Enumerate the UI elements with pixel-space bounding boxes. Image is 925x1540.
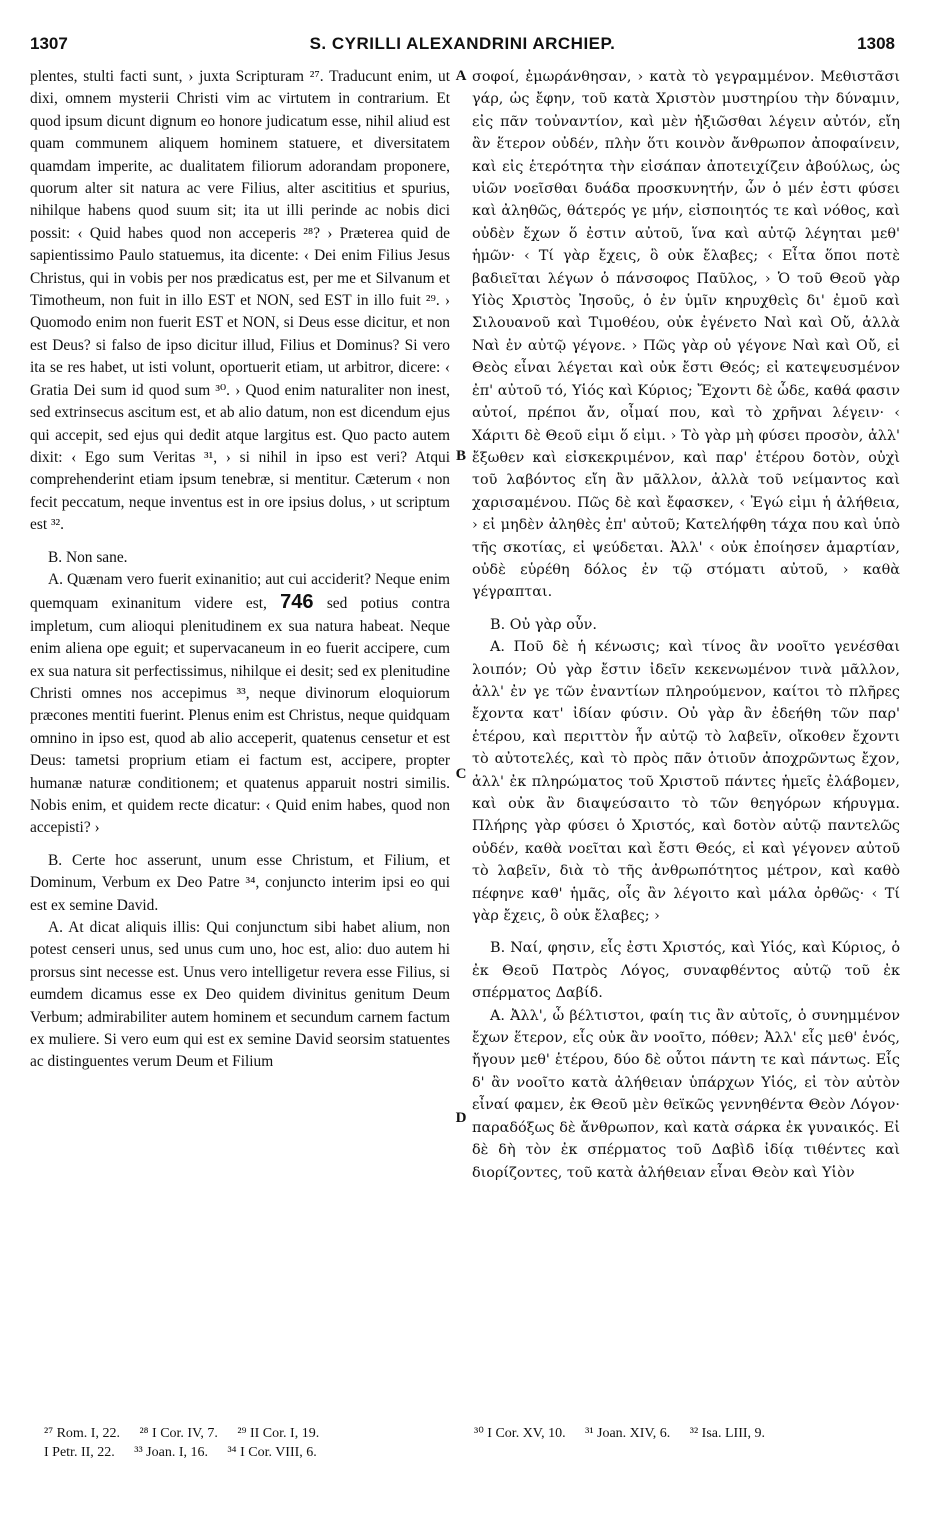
- greek-paragraph: Β. Οὐ γὰρ οὖν.: [490, 616, 597, 633]
- section-marker-d: D: [455, 1110, 467, 1126]
- latin-paragraph: plentes, stulti facti sunt, › juxta Scripturam ²⁷. Traducunt enim, ut dixi, omnem mysterii Christi vim ac virtutem in contrarium. Et quod ipsum dicunt dignum eo honore judicatum esse, nihil aliud est quam communem aliquem hominem statuere, et diversitatem quamdam imperite, ac dualitatem filiorum adorandam proponere, quorum alter sit natura ac vere Filius, alter ascititius et spurius, nihilque habens quod suum sit; ita ut illi perinde ac nobis dici possit: ‹ Quid habes quod non acceperis ²⁸? › Præterea quid de sapientissimo Paulo statuemus, ita dicente: ‹ Dei enim Filius Jesus Christus, qui in vobis per nos prædicatus est, per me et Silvanum et Timotheum, non fuit in illo EST et NON, sed EST in illo fuit ²⁹. › Quomodo enim non fuerit EST et NON, si Deus esse dicitur, et non est Deus? si falso de ipso dicitur illud, Filius et Dominus? Si vero ita se res habet, ut isti volunt, oportuerit etiam, ut arbitror, dicere: ‹ Gratia Dei sum id quod sum ³⁰. › Quod enim naturaliter non inest, sed extrinsecus ascitum est, et ab alio datum, non est dicendum ejus qui accepit, sed ejus qui dedit atque largitus est. Quo pacto autem dixit: ‹ Ego sum Veritas ³¹, › si nihil in ipso est veri? Atqui comprehenderint etiam ipsum tenebræ, si mentitur. Cæterum ‹ non fecit peccatum, neque inventus est in ore ipsius dolus, › ut scriptum est ³².: [30, 68, 450, 534]
- footnote: ²⁸ I Cor. IV, 7.: [139, 1426, 218, 1441]
- footnotes-left: [44, 1424, 454, 1462]
- footnote: ³³ Joan. I, 16.: [134, 1445, 208, 1460]
- latin-column: [30, 66, 450, 1074]
- latin-text: sed potius contra impletum, cum alioqui plenitudinem ex sua natura habeat. Neque enim aliena ope eguit; et supervacaneum in eo fuerit accipere, cum ex sua natura sit perfectissimus, nihilque ei desit; sed ex plenitudine Christi omnes nos accepimus ³³, neque divinorum eloquiorum præcones mentiti fuerint. Plenus enim est Christus, neque quidquam omnino in ipso est, quod ab alio acceperit, quatenus censetur et est Deus: tametsi proprium etiam ei factum est, accipere, propter humanæ naturæ conditionem; et quatenus apparuit nostri similis. Nobis enim, et quidem recte dicatur: ‹ Quid enim habes, quod non accepisti? ›: [30, 595, 450, 837]
- footnote-line: [44, 1443, 454, 1462]
- greek-paragraph: Α. Ἀλλ', ὦ βέλτιστοι, φαίη τις ἂν αὐτοῖς, ὁ συνημμένον ἔχων ἕτερον, εἷς οὐκ ἂν νοοῖτο, πόθεν; Ἀλλ' εἷς μεθ' ἑνός, ἤγουν μεθ' ἑτέρου, δύο δὲ οὗτοι πάντη τε καὶ πάντως. Εἷς δ' ἂν νοοῖτο κατὰ ἀλήθειαν ὑπάρχων Υἱός, εἰ τὸν αὐτὸν εἶναί φαμεν, ἐκ Θεοῦ μὲν θεϊκῶς γεννηθέντα Θεὸν Λόγον· παραδόξως δὲ ἄνθρωπον, καὶ κατὰ σάρκα ἐκ γυναικός. Εἰ δὲ δὴ τὸν ἐκ σπέρματος τοῦ Δαβὶδ ἰδίᾳ τιθέντες καὶ διορίζοντες, τοῦ κατὰ ἀλήθειαν εἶναι Θεὸν καὶ Υἱὸν: [472, 1007, 900, 1181]
- latin-paragraph: A. At dicat aliquis illis: Qui conjunctum sibi habet alium, non potest censeri unus, sed unus cum uno, hoc est, alio: duo autem hi prorsus sint necesse est. Unus vero intelligetur revera esse Filius, si eumdem dicamus esse ex Deo quidem divinitus genitum Deum Verbum; admirabiliter autem hominem et secundum carnem factum ex muliere. Si vero eum qui est ex semine David seorsim statuentes ac distinguentes verum Deum et Filium: [30, 919, 450, 1071]
- footnote: I Petr. II, 22.: [44, 1445, 115, 1460]
- footnote: ³⁰ I Cor. XV, 10.: [474, 1426, 566, 1441]
- greek-paragraph: Α. Ποῦ δὲ ἡ κένωσις; καὶ τίνος ἂν νοοῖτο γενέσθαι λοιπόν; Οὐ γὰρ ἔστιν ἰδεῖν κεκενωμένον τινὰ μᾶλλον, ἀλλ' ἐν γε τῶν ἐναντίων πληρούμενον, καίτοι τὸ πλῆρες ἔχοντα κατ' ἰδίαν φύσιν. Οὐ γὰρ ἂν ἐδεήθη τῶν παρ' ἑτέρου, καὶ περιττὸν ἦν αὐτῷ τὸ λαβεῖν, οἴκοθεν ἔχοντι τὸ αὐτοτελές, καὶ τὸ πρὸς πᾶν ὁτιοῦν ἀποχρῶντως ἔχον, ἀλλ' ἐκ πληρώματος τοῦ Χριστοῦ πάντες ἡμεῖς ἐλάβομεν, καὶ οὐκ ἂν διαψεύσαιτο τὸ τῶν θεηγόρων κήρυγμα. Πλήρης γὰρ φύσει ὁ Χριστός, καὶ δοτὸν αὐτῷ παντελῶς οὐδέν, καθὰ νοεῖται καὶ ἔστι Θεός, εἰ καὶ γέγονεν αὐτοῦ τὸ λαβεῖν, διὰ τὸ τῆς ἀνθρωπότητος μέτρον, καὶ καθὸ πέφηνε καθ' ἡμᾶς, οἷς ἂν λέγοιτο καὶ μάλα ὀρθῶς· ‹ Τί γὰρ ἔχεις, ὃ οὐκ ἔλαβες; ›: [472, 639, 900, 925]
- page-number-right: 1308: [857, 34, 895, 53]
- footnote-line: [474, 1424, 904, 1443]
- footnote: ³¹ Joan. XIV, 6.: [585, 1426, 671, 1441]
- running-title: S. CYRILLI ALEXANDRINI ARCHIEP.: [309, 34, 616, 53]
- latin-text: A. Quænam vero fuerit exinanitio; aut cui acciderit? Neque enim quemquam exinanitum videre est,: [30, 570, 450, 613]
- footnote-line: [44, 1424, 454, 1443]
- footnote: ³² Isa. LIII, 9.: [689, 1426, 766, 1441]
- footnote: ²⁷ Rom. I, 22.: [44, 1426, 120, 1441]
- section-marker-a: A: [455, 68, 467, 84]
- latin-paragraph: [30, 569, 450, 840]
- section-marker-c: C: [455, 766, 467, 782]
- latin-paragraph: B. Certe hoc asserunt, unum esse Christum, et Filium, et Dominum, Verbum ex Deo Patre ³⁴, conjuncto interim ipsi eo qui est ex semine David.: [30, 851, 450, 914]
- greek-column: [472, 66, 900, 1184]
- latin-paragraph: B. Non sane.: [48, 548, 128, 566]
- page-header: [30, 34, 895, 62]
- footnote: ²⁹ II Cor. I, 19.: [237, 1426, 320, 1441]
- footnote: ³⁴ I Cor. VIII, 6.: [227, 1445, 317, 1460]
- original-page-number: 746: [280, 591, 314, 614]
- greek-paragraph: σοφοί, ἐμωράνθησαν, › κατὰ τὸ γεγραμμένον. Μεθιστᾶσι γάρ, ὡς ἔφην, τοῦ κατὰ Χριστὸν μυστηρίου τὴν δύναμιν, εἰς πᾶν τοὐναντίον, καὶ μὲν ἠξιῶσθαι λέγειν αὐτόν, εἴη ἂν ἕτερον οὐδέν, πλὴν ὅτι κοινὸν ἄνθρωπον ἀποφαίνειν, καὶ εἰς ἑτερότητα τὴν εἰσάπαν ἀποτειχίζειν ἀβούλως, ὡς υἱῶν νοεῖσθαι δυάδα προσκυνητήν, ὧν ὁ μέν ἐστι φύσει καὶ ἀληθῶς, θάτερός γε μήν, εἰσποιητός τε καὶ νόθος, καὶ οὐδὲν ἔχων ὅ ἐστιν αὐτοῦ, ἵνα καὶ αὐτῷ λέγηται μεθ' ἡμῶν· ‹ Τί γὰρ ἔχεις, ὃ οὐκ ἔλαβες; ‹ Εἶτα ὅποι ποτὲ βαδιεῖται λέγων ὁ πάνσοφος Παῦλος, › Ὁ τοῦ Θεοῦ γὰρ Υἱὸς Χριστὸς Ἰησοῦς, ὁ ἐν ὑμῖν κηρυχθεὶς δι' ἐμοῦ καὶ Σιλουανοῦ καὶ Τιμοθέου, οὐκ ἐγένετο Ναὶ καὶ Οὔ, ἀλλὰ Ναὶ ἐν αὐτῷ γέγονε. › Πῶς γὰρ οὐ γέγονε Ναὶ καὶ Οὔ, εἰ Θεὸς εἶναι λέγεται καὶ οὐκ ἔστι Θεός; εἰ κατεψευσμένον ἐπ' αὐτοῦ τό, Υἱός καὶ Κύριος; Ἔχοντι δὲ ὧδε, καθά φασιν αὐτοί, πρέποι ἄν, οἶμαί που, καὶ τὸ χρῆναι λέγειν· ‹ Χάριτι δὲ Θεοῦ εἰμι ὅ εἰμι. › Τὸ γὰρ μὴ φύσει προσὸν, ἀλλ' ἔξωθεν καὶ εἰσκεκριμένον, καὶ παρ' ἑτέρου δοτὸν, οὐχὶ τοῦ λαβόντος εἴη ἂν μᾶλλον, ἀλλὰ τοῦ νείμαντος καὶ χαρισαμένου. Πῶς δὲ καὶ ἔφασκεν, ‹ Ἐγώ εἰμι ἡ ἀλήθεια, › εἰ μηδὲν ἀληθὲς ἐπ' αὐτοῦ; Κατελήφθη τάχα που καὶ ὑπὸ τῆς σκοτίας, εἰ ψεύδεται. Ἀλλ' ‹ οὐκ ἐποίησεν ἁμαρτίαν, οὐδὲ εὑρέθη δόλος ἐν τῷ στόματι αὐτοῦ, › καθὰ γέγραπται.: [472, 69, 900, 601]
- section-marker-b: B: [455, 448, 466, 464]
- greek-paragraph: Β. Ναί, φησιν, εἷς ἐστι Χριστός, καὶ Υἱός, καὶ Κύριος, ὁ ἐκ Θεοῦ Πατρὸς Λόγος, συναφθέντος αὐτῷ τοῦ ἐκ σπέρματος Δαβίδ.: [472, 940, 900, 1002]
- page-number-left: 1307: [30, 34, 68, 53]
- footnotes-right: [474, 1424, 904, 1443]
